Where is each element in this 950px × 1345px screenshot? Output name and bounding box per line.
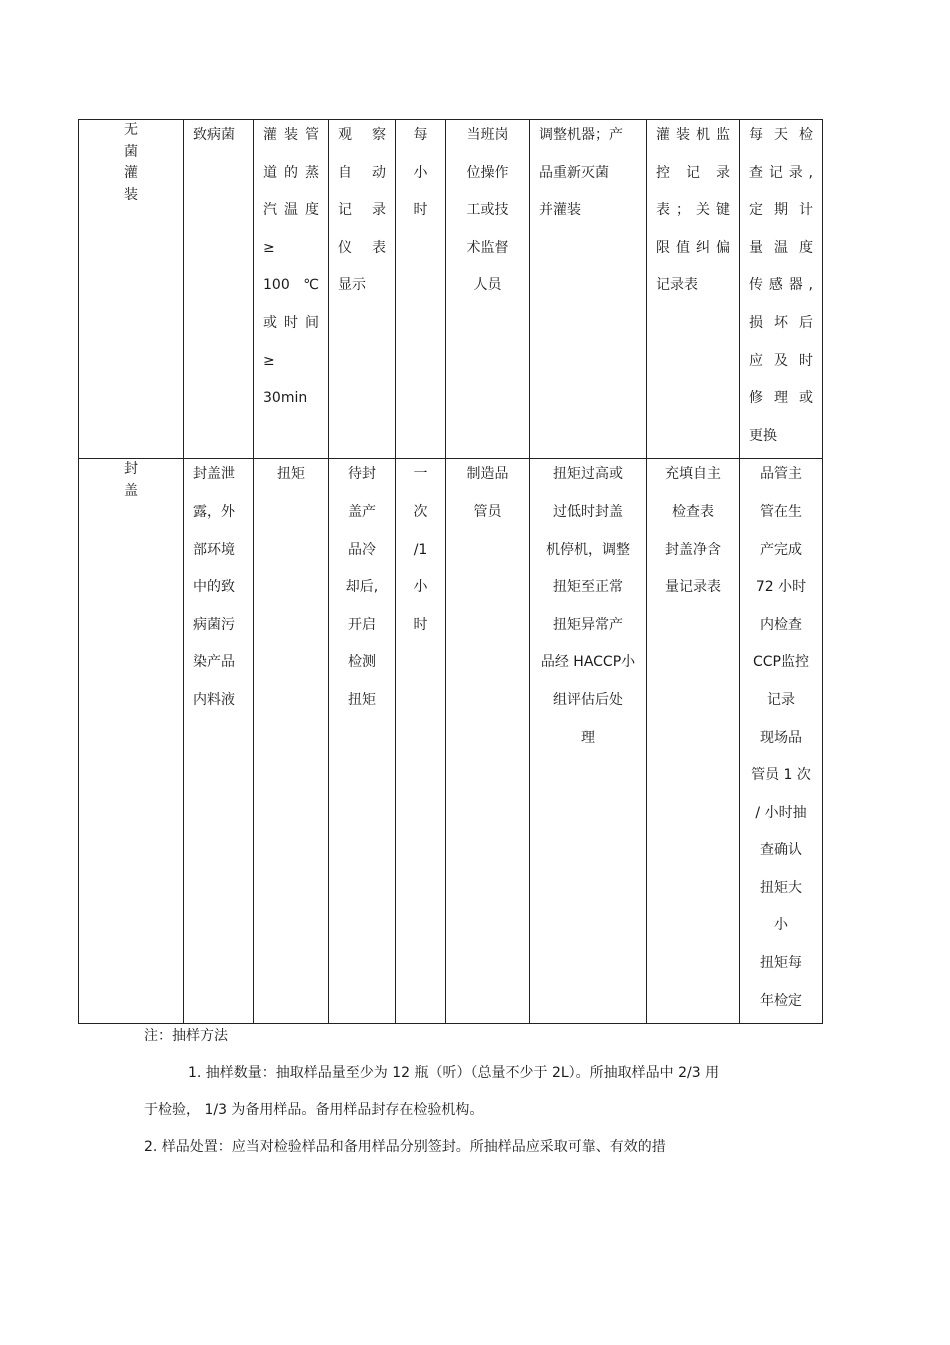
record-cell <box>647 120 740 459</box>
critical-limit-line: 30min <box>263 390 308 407</box>
monitoring-method-line: 开启 <box>348 616 376 633</box>
monitoring-person-cell <box>446 120 530 459</box>
monitoring-method-line: 待封 <box>348 466 376 483</box>
verification-line: 损坏后 <box>749 314 813 331</box>
monitoring-method-line: 显示 <box>338 277 366 294</box>
critical-limit-line: 或时间 <box>263 314 319 331</box>
corrective-action-line: 理 <box>581 729 595 746</box>
verification-line: 修理或 <box>749 390 813 407</box>
monitoring-frequency-line: /1 <box>413 541 428 558</box>
monitoring-person-line: 工或技 <box>466 202 509 219</box>
process-step-cell <box>79 120 184 459</box>
verification-line: 扭矩大 <box>760 879 802 896</box>
corrective-action-line: 扭矩异常产 <box>553 616 623 633</box>
verification-line: 记录 <box>767 691 795 708</box>
note-title: 注：抽样方法 <box>144 1028 228 1044</box>
corrective-action-line: 品重新灭菌 <box>539 164 609 181</box>
monitoring-person-line: 管员 <box>473 503 502 520</box>
critical-limit-line: 100 ℃ <box>263 277 319 294</box>
record-cell <box>647 459 740 1024</box>
hazard-line: 部环境 <box>193 541 235 558</box>
record-line: 控 记 录 <box>656 164 730 181</box>
critical-limit-line: 扭矩 <box>277 466 305 483</box>
corrective-action-line: 扭矩过高或 <box>553 466 623 483</box>
corrective-action-cell <box>530 459 647 1024</box>
monitoring-method-line: 品冷 <box>348 541 376 558</box>
critical-limit-line: 道的蒸 <box>263 164 319 181</box>
verification-cell <box>740 120 823 459</box>
critical-limit-cell <box>254 459 329 1024</box>
monitoring-method-line: 盖产 <box>348 503 376 520</box>
monitoring-method-cell <box>329 120 396 459</box>
monitoring-person-line: 人员 <box>473 277 502 294</box>
table-row <box>79 120 823 459</box>
verification-line: 管在生 <box>760 503 802 520</box>
verification-line: 传感器, <box>749 277 813 294</box>
corrective-action-line: 品经 HACCP小 <box>540 654 636 671</box>
corrective-action-line: 机停机，调整 <box>546 541 630 558</box>
monitoring-frequency-cell <box>396 459 446 1024</box>
hazard-line: 病菌污 <box>193 616 235 633</box>
verification-line: 扭矩每 <box>760 955 802 972</box>
record-line: 记录表 <box>656 277 698 294</box>
verification-line: 查确认 <box>760 842 802 859</box>
verification-line: 产完成 <box>760 541 802 558</box>
verification-line: 管员 1 次 <box>751 767 811 784</box>
critical-limit-line: ≥ <box>263 239 275 256</box>
hazard-line: 内料液 <box>193 691 235 708</box>
monitoring-method-line: 却后, <box>345 579 379 596</box>
corrective-action-line: 调整机器；产 <box>539 127 623 143</box>
monitoring-frequency-line: 一 <box>413 466 428 483</box>
critical-limit-cell <box>254 120 329 459</box>
monitoring-person-line: 位操作 <box>466 164 509 181</box>
record-line: 灌装机监 <box>656 127 730 143</box>
verification-line: 年检定 <box>760 992 802 1009</box>
monitoring-method-line: 记 录 <box>338 202 386 219</box>
hazard-line: 封盖泄 <box>193 466 235 483</box>
corrective-action-line: 扭矩至正常 <box>553 579 623 596</box>
record-line: 充填自主 <box>665 466 721 483</box>
table-row <box>79 459 823 1024</box>
record-line: 检查表 <box>672 503 714 520</box>
corrective-action-line: 过低时封盖 <box>553 503 623 520</box>
verification-line: / 小时抽 <box>755 804 807 821</box>
process-step-label: 无 菌 灌 装 <box>124 122 138 203</box>
note-item1-line1: 1. 抽样数量：抽取样品量至少为 12 瓶（听）（总量不少于 2L）。所抽取样品中 2/3 用 <box>188 1065 720 1081</box>
hazard-line: 中的致 <box>193 579 235 596</box>
monitoring-person-cell <box>446 459 530 1024</box>
verification-line: 现场品 <box>760 729 802 746</box>
monitoring-frequency-line: 小 <box>413 579 428 596</box>
process-step-cell <box>79 459 184 1024</box>
note-item1-line2: 于检验， 1/3 为备用样品。备用样品封存在检验机构。 <box>144 1102 484 1118</box>
monitoring-frequency-line: 次 <box>413 503 428 520</box>
hazard-cell <box>184 120 254 459</box>
verification-line: 更换 <box>749 427 777 444</box>
corrective-action-line: 组评估后处 <box>553 691 623 708</box>
monitoring-method-line: 检测 <box>348 654 376 671</box>
record-line: 量记录表 <box>665 579 721 596</box>
monitoring-method-line: 扭矩 <box>348 691 376 708</box>
process-step-label: 封 盖 <box>124 461 138 499</box>
hazard-line: 致病菌 <box>193 127 235 143</box>
verification-line: 内检查 <box>760 616 802 633</box>
monitoring-method-line: 仪 表 <box>338 239 386 256</box>
note-item2: 2. 样品处置：应当对检验样品和备用样品分别签封。所抽样品应采取可靠、有效的措 <box>144 1139 666 1155</box>
monitoring-frequency-cell <box>396 120 446 459</box>
corrective-action-line: 并灌装 <box>539 202 581 219</box>
monitoring-method-cell <box>329 459 396 1024</box>
verification-line: 定期计 <box>749 202 813 219</box>
corrective-action-cell <box>530 120 647 459</box>
monitoring-person-line: 术监督 <box>466 239 509 256</box>
monitoring-frequency-line: 每 <box>413 127 428 143</box>
hazard-line: 露，外 <box>193 503 235 520</box>
record-line: 封盖净含 <box>665 541 721 558</box>
critical-limit-line: 汽温度 <box>263 202 319 219</box>
verification-line: 量温度 <box>749 239 813 256</box>
record-line: 表；关键 <box>656 202 730 219</box>
verification-line: 品管主 <box>760 466 802 483</box>
monitoring-method-line: 观 察 <box>338 127 386 143</box>
monitoring-frequency-line: 时 <box>413 616 428 633</box>
verification-line: 应及时 <box>749 352 813 369</box>
haccp-plan-table <box>78 119 823 1024</box>
monitoring-frequency-line: 时 <box>413 202 428 219</box>
critical-limit-line: ≥ <box>263 352 275 369</box>
critical-limit-line: 灌装管 <box>263 127 319 143</box>
verification-cell <box>740 459 823 1024</box>
verification-line: 小 <box>774 917 788 934</box>
record-line: 限值纠偏 <box>656 239 730 256</box>
monitoring-person-line: 制造品 <box>466 466 509 483</box>
hazard-line: 染产品 <box>193 654 235 671</box>
verification-line: 每天检 <box>749 127 813 143</box>
hazard-cell <box>184 459 254 1024</box>
verification-line: 查记录, <box>749 164 813 181</box>
verification-line: 72 小时 <box>755 579 807 596</box>
verification-line: CCP监控 <box>753 654 809 671</box>
monitoring-frequency-line: 小 <box>413 164 428 181</box>
monitoring-person-line: 当班岗 <box>466 127 509 143</box>
monitoring-method-line: 自 动 <box>338 164 386 181</box>
